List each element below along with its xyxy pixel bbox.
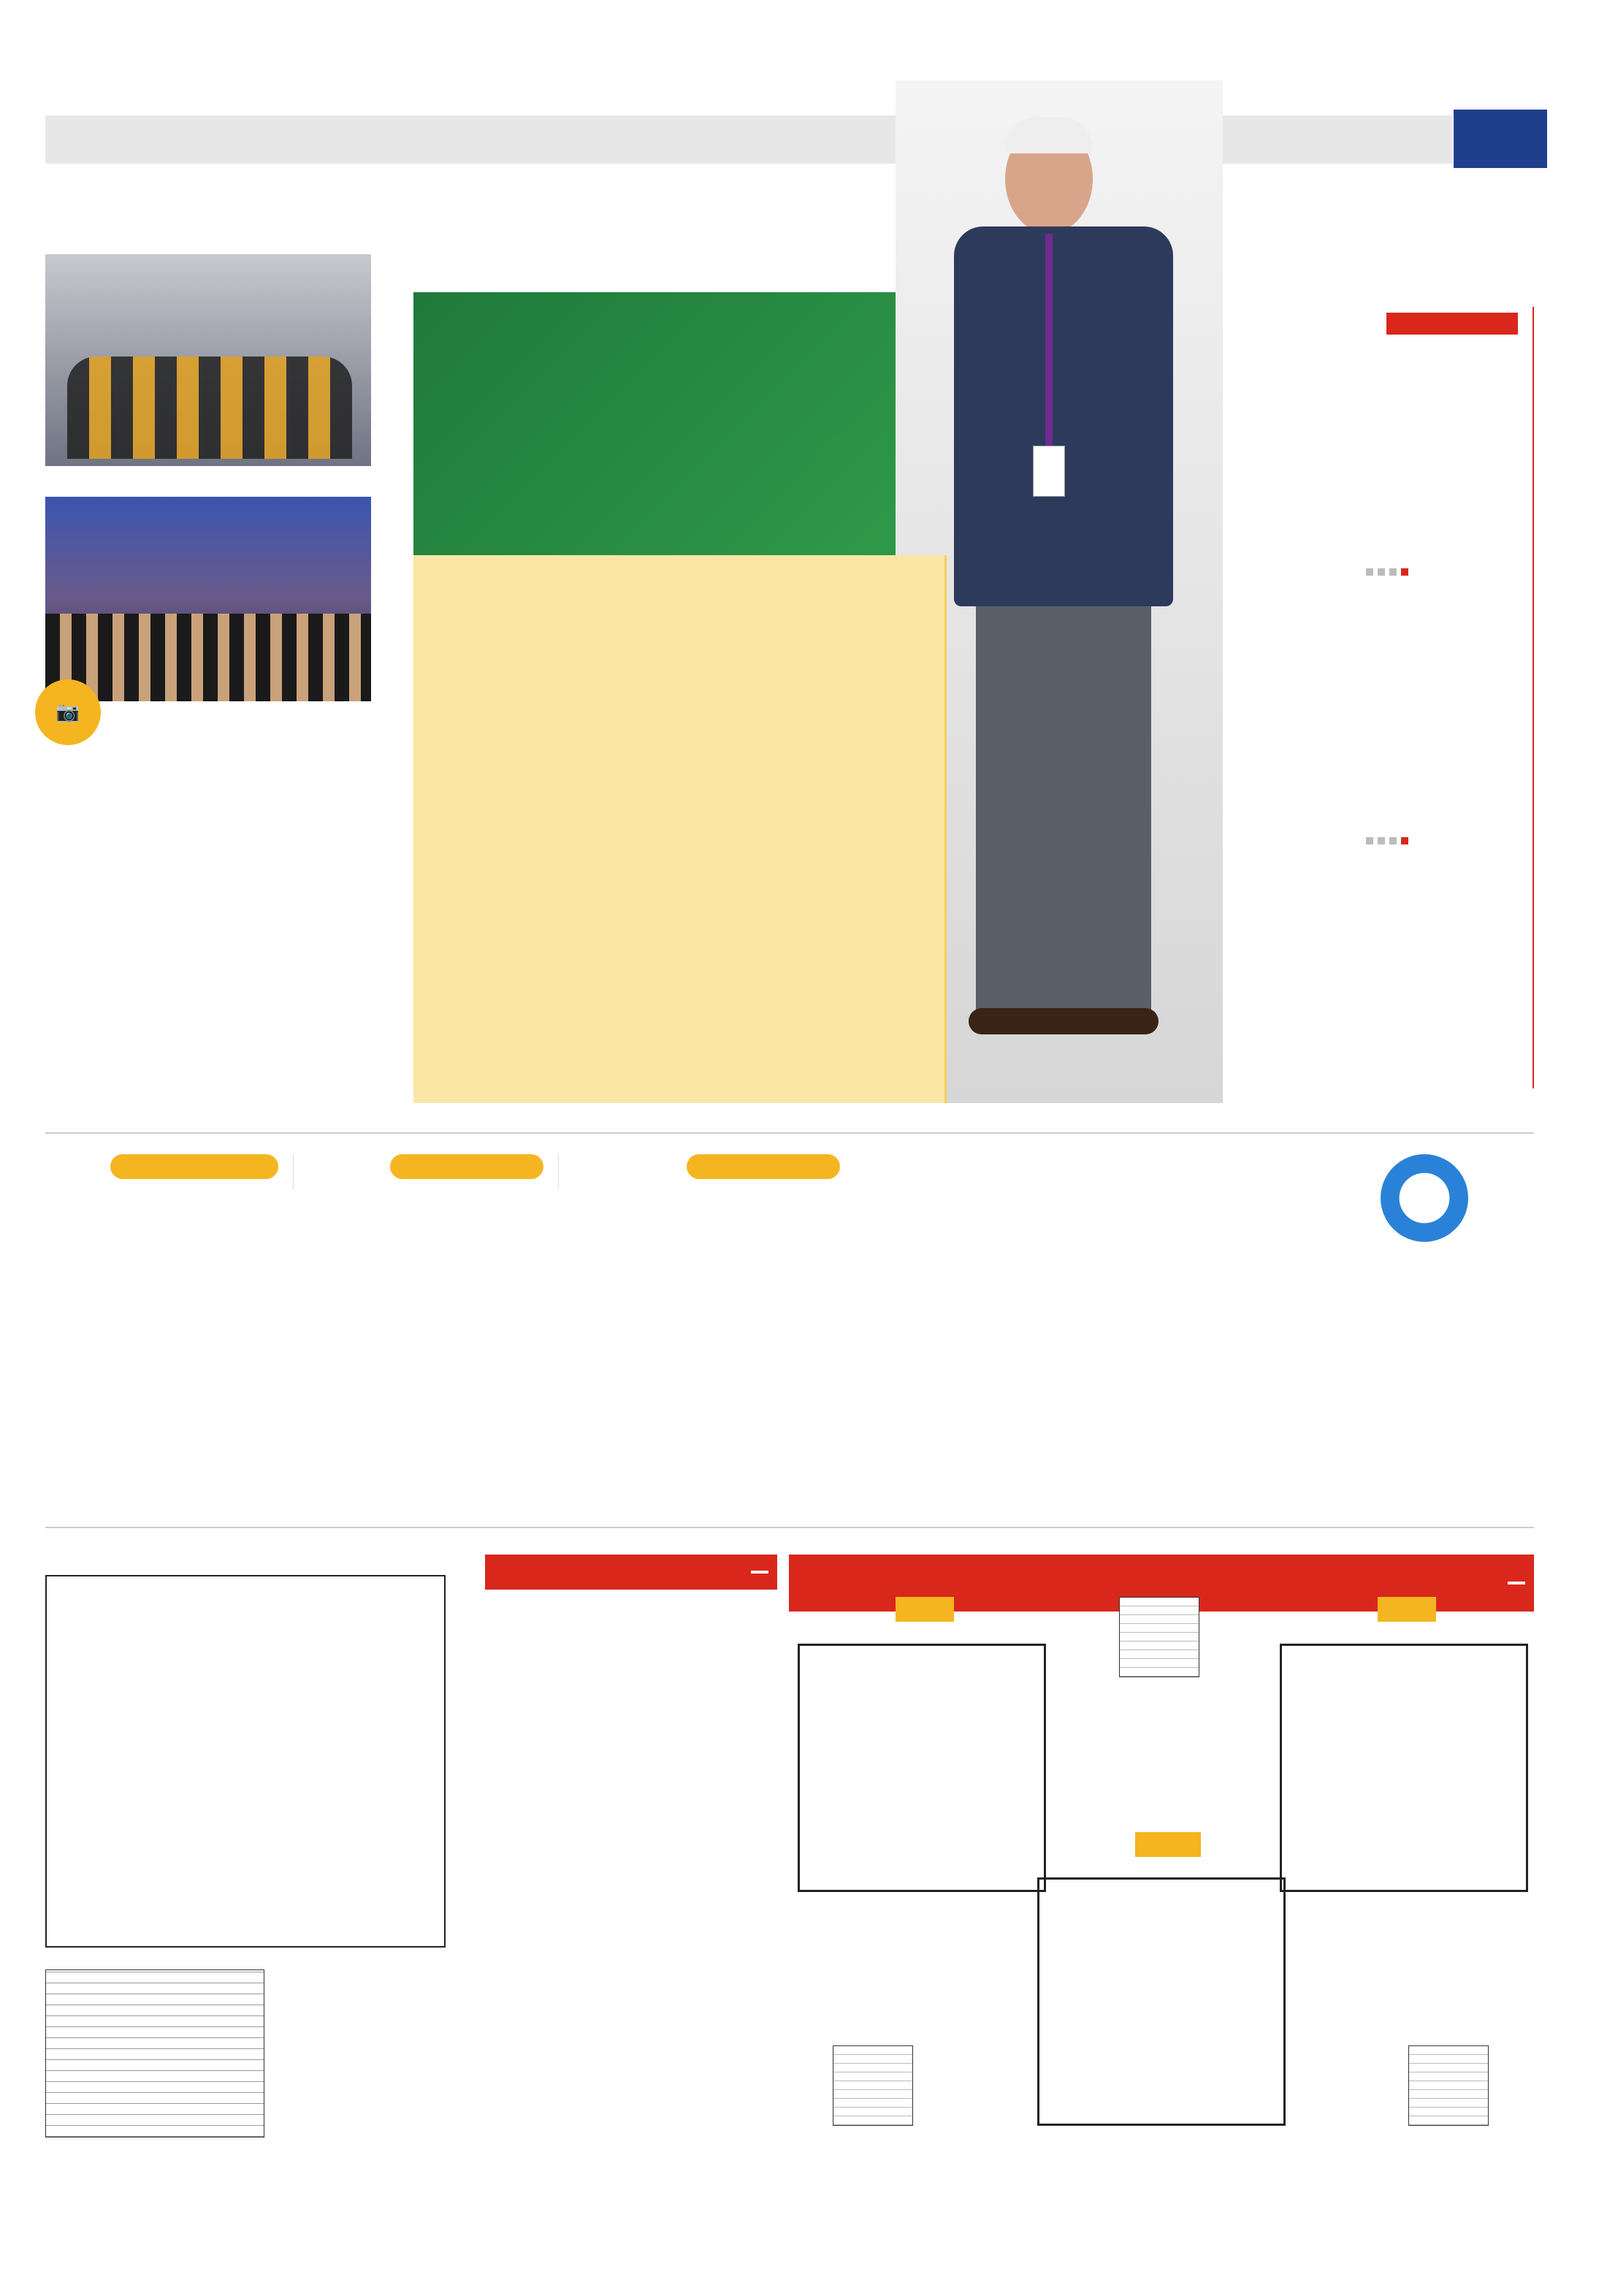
keepers-box [45, 1154, 294, 1189]
coach-hair [1005, 117, 1093, 153]
prev-answer-label [278, 1969, 299, 2137]
separator [1252, 564, 1522, 580]
assists-title [390, 1154, 543, 1179]
feature-panel [413, 292, 1223, 1103]
coach-trousers [976, 606, 1151, 1015]
puzzles-divider [45, 1527, 1534, 1528]
coach-badge [1033, 446, 1065, 497]
label-easy [1378, 1597, 1436, 1622]
crossword-column-numbers [45, 1555, 469, 1572]
answer-grid [307, 1969, 475, 2137]
sudoku-hard[interactable] [798, 1644, 1046, 1892]
across-clues [638, 1597, 777, 2101]
page-number-box [1454, 110, 1547, 168]
side-column [1242, 307, 1534, 1088]
scorers-title [687, 1154, 840, 1179]
photo-top [45, 254, 371, 466]
label-hard [896, 1597, 954, 1622]
sudoku-title [1508, 1582, 1525, 1584]
players-group [67, 356, 352, 459]
keepers-title [110, 1154, 278, 1179]
crossword-grid[interactable] [45, 1575, 446, 1948]
coach-lanyard [1045, 234, 1053, 453]
side-item-body [1252, 349, 1522, 539]
side-item-1 [1252, 345, 1522, 539]
scorers-box [577, 1154, 855, 1189]
crossword-row-numbers [447, 1575, 469, 1948]
separator [1252, 833, 1522, 849]
answer-grid [1408, 2045, 1489, 2126]
celebration-crowd [45, 614, 371, 701]
sudoku-medium[interactable] [1037, 1877, 1286, 2126]
answer-grid [1119, 1597, 1199, 1677]
assists-box [310, 1154, 559, 1189]
side-item-body [1252, 858, 1522, 1069]
headline-banner [413, 292, 925, 555]
side-column-tag [1386, 313, 1518, 335]
down-clues [489, 1597, 628, 2101]
sudoku-easy[interactable] [1280, 1644, 1528, 1892]
prev-answer-grid [45, 1969, 264, 2137]
coach-jacket [954, 226, 1173, 606]
camera-badge [35, 679, 101, 745]
clues [485, 1597, 777, 2130]
camera-icon: 📷 [56, 701, 80, 723]
photo-bottom [45, 497, 371, 701]
answer-grid [833, 2045, 913, 2126]
league-logo [1381, 1154, 1468, 1242]
crossword-title [751, 1571, 768, 1574]
side-item-2 [1252, 584, 1522, 808]
photo-body [45, 811, 371, 1103]
coach-shoes [969, 1008, 1159, 1034]
sub2-body [684, 909, 933, 1069]
side-item-body [1252, 589, 1522, 808]
lead-left [421, 565, 670, 755]
sub1-body [421, 763, 670, 1048]
side-item-3 [1252, 853, 1522, 1069]
label-medium [1135, 1832, 1201, 1857]
story-box [413, 555, 947, 1103]
league-divider [45, 1132, 1534, 1134]
lead-right [684, 565, 933, 901]
crossword-header [485, 1555, 777, 1590]
